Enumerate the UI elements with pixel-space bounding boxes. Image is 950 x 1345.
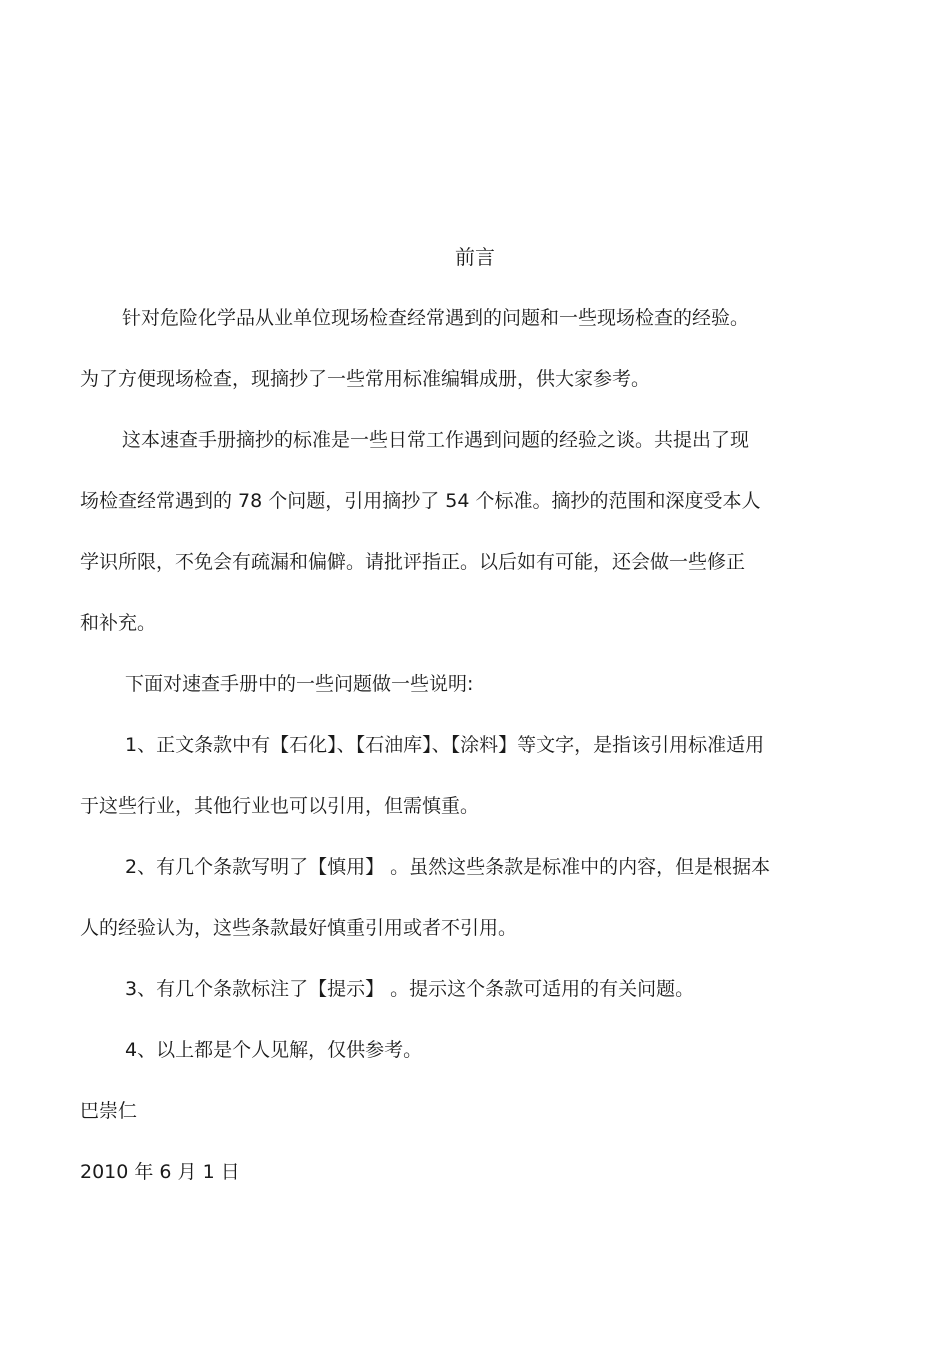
intro-line-2: 为了方便现场检查，现摘抄了一些常用标准编辑成册，供大家参考。 [80,368,651,390]
about-line-3: 学识所限，不免会有疏漏和偏僻。请批评指正。以后如有可能，还会做一些修正 [80,551,746,573]
note-3: 3、有几个条款标注了【提示】 。提示这个条款可适用的有关问题。 [125,978,695,1000]
author-signature: 巴崇仁 [80,1100,138,1122]
note-4: 4、以上都是个人见解，仅供参考。 [125,1039,423,1061]
note-1-line-2: 于这些行业，其他行业也可以引用，但需慎重。 [80,795,480,817]
intro-line-1: 针对危险化学品从业单位现场检查经常遇到的问题和一些现场检查的经验。 [122,307,750,329]
document-date: 2010 年 6 月 1 日 [80,1161,240,1183]
about-line-2: 场检查经常遇到的 78 个问题，引用摘抄了 54 个标准。摘抄的范围和深度受本人 [80,490,761,512]
document-title: 前言 [455,245,495,269]
note-2-line-1: 2、有几个条款写明了【慎用】 。虽然这些条款是标准中的内容，但是根据本 [125,856,771,878]
about-line-1: 这本速查手册摘抄的标准是一些日常工作遇到问题的经验之谈。共提出了现 [122,429,750,451]
notes-heading: 下面对速查手册中的一些问题做一些说明: [125,673,474,695]
note-2-line-2: 人的经验认为，这些条款最好慎重引用或者不引用。 [80,917,518,939]
about-line-4: 和补充。 [80,612,157,634]
note-1-line-1: 1、正文条款中有【石化】、【石油库】、【涂料】等文字，是指该引用标准适用 [125,734,765,756]
